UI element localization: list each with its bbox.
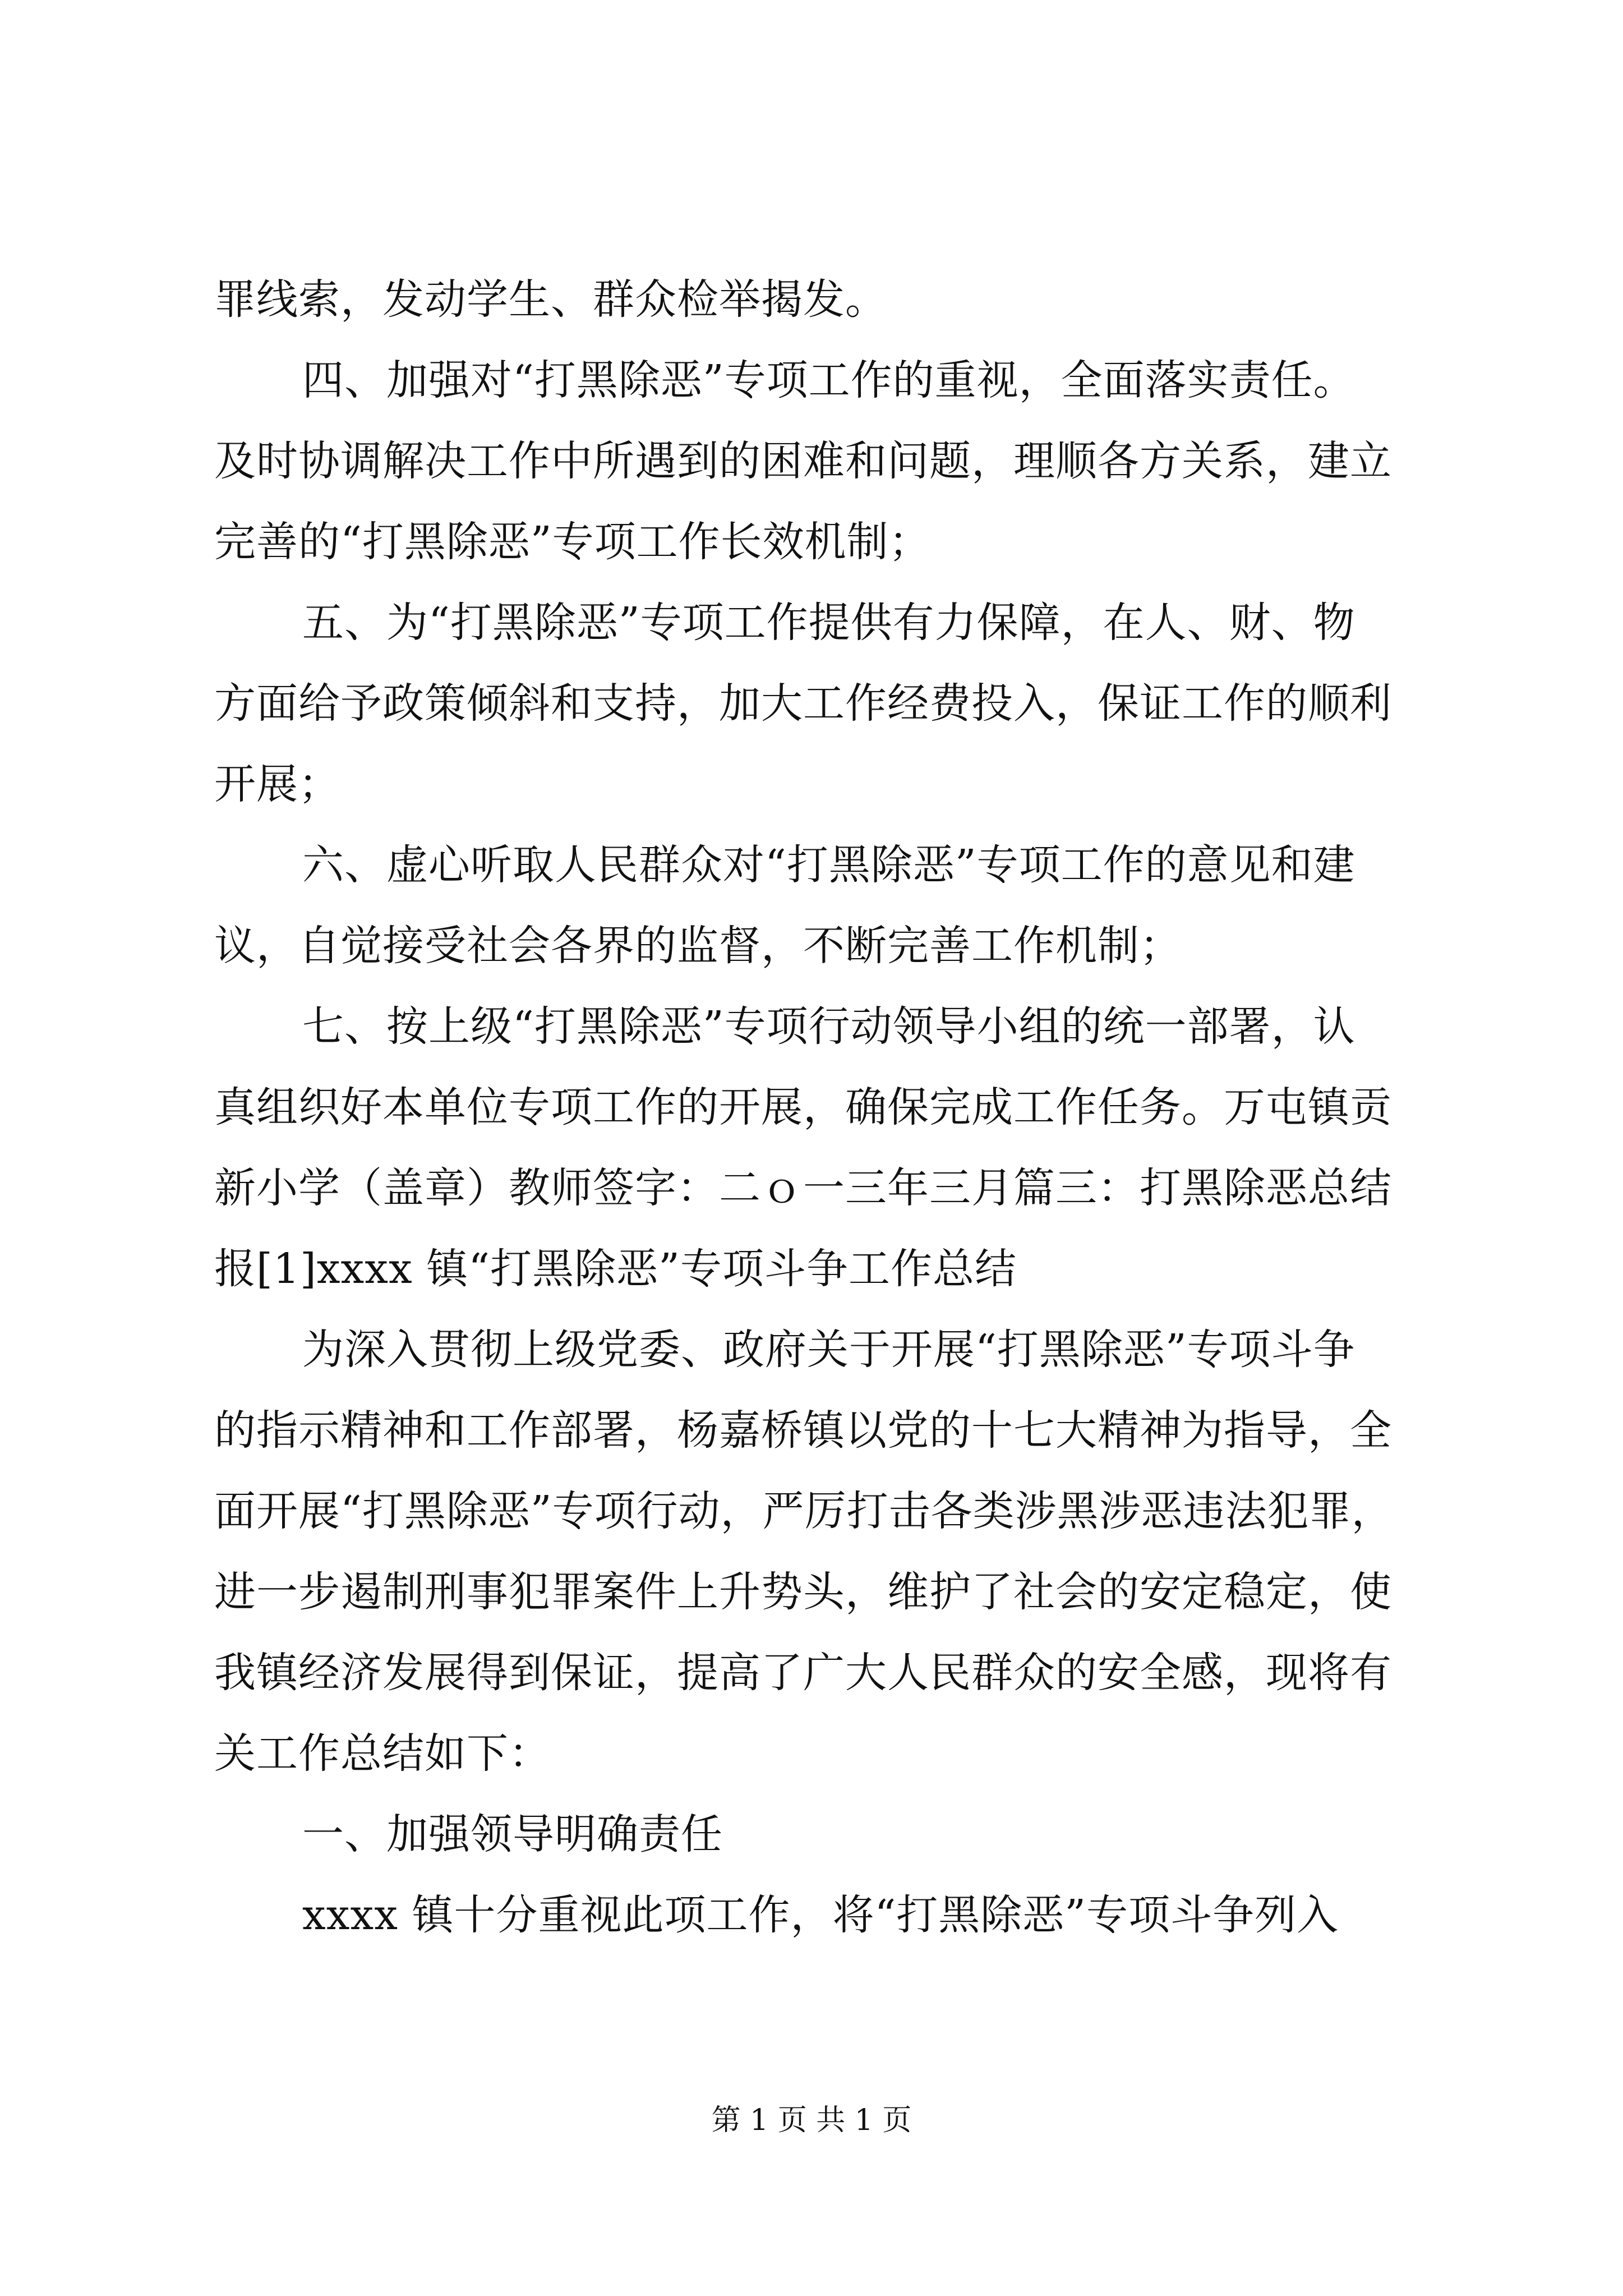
text-line: 报[1]xxxx 镇“打黑除恶”专项斗争工作总结 [214,1245,1017,1293]
text-line: 五、为“打黑除恶”专项工作提供有力保障，在人、财、物 [302,599,1355,647]
text-line: 罪线索，发动学生、群众检举揭发。 [214,275,887,324]
text-line: 面开展“打黑除恶”专项行动，严厉打击各类涉黑涉恶违法犯罪， [214,1487,1394,1535]
text-line: 真组织好本单位专项工作的开展，确保完成工作任务。万屯镇贡 [214,1083,1392,1131]
text-line: 议，自觉接受社会各界的监督，不断完善工作机制； [214,922,1182,970]
text-line: 新小学（盖章）教师签字：二ｏ一三年三月篇三：打黑除恶总结 [214,1164,1392,1212]
text-line: 方面给予政策倾斜和支持，加大工作经费投入，保证工作的顺利 [214,679,1392,728]
text-line: 及时协调解决工作中所遇到的困难和问题，理顺各方关系，建立 [214,437,1392,485]
text-line: 进一步遏制刑事犯罪案件上升势头，维护了社会的安定稳定，使 [214,1568,1392,1616]
text-line: 完善的“打黑除恶”专项工作长效机制； [214,518,931,566]
text-line: 七、按上级“打黑除恶”专项行动领导小组的统一部署，认 [302,1002,1355,1051]
text-line: 四、加强对“打黑除恶”专项工作的重视，全面落实责任。 [302,356,1355,404]
page-number: 第 1 页 共 1 页 [711,2104,912,2137]
text-line: 我镇经济发展得到保证，提高了广大人民群众的安全感，现将有 [214,1649,1392,1697]
text-line: 的指示精神和工作部署，杨嘉桥镇以党的十七大精神为指导，全 [214,1406,1392,1455]
text-line: 关工作总结如下： [214,1729,551,1778]
section-heading: 一、加强领导明确责任 [302,1810,723,1858]
text-line: 开展； [214,760,340,808]
text-line: 六、虚心听取人民群众对“打黑除恶”专项工作的意见和建 [302,841,1355,889]
text-line: 为深入贯彻上级党委、政府关于开展“打黑除恶”专项斗争 [302,1326,1355,1374]
text-line: xxxx 镇十分重视此项工作，将“打黑除恶”专项斗争列入 [302,1891,1339,1939]
document-body [214,259,1420,1955]
